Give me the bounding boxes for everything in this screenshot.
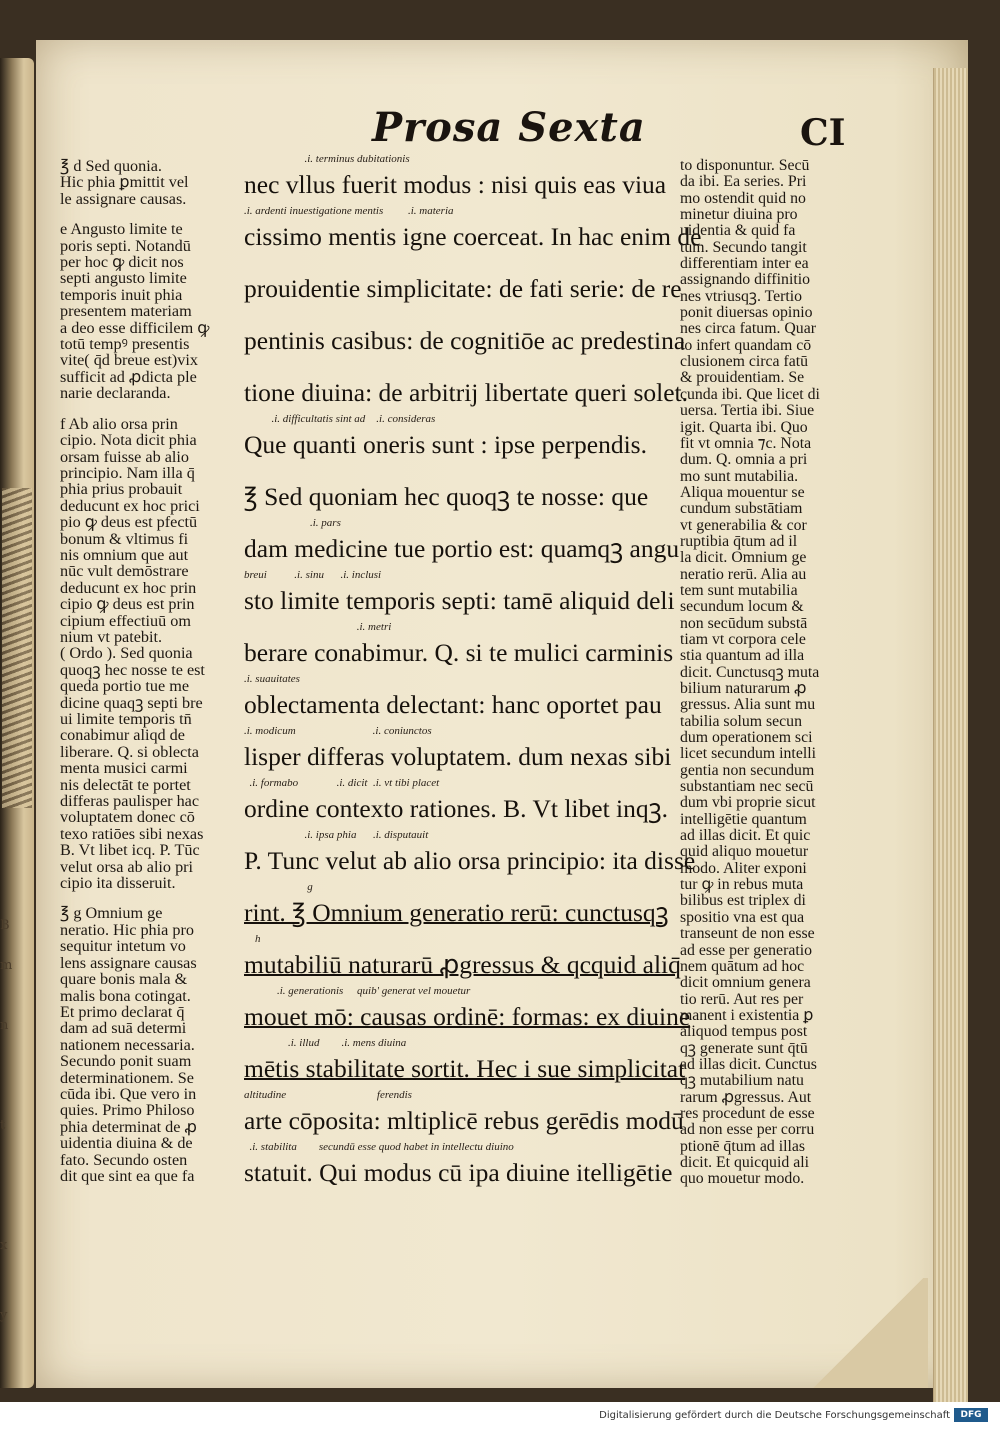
commentary-line: deducunt ex hoc prin bbox=[60, 578, 197, 597]
running-head: Prosa Sexta bbox=[372, 104, 646, 151]
commentary-line: mo sunt mutabilia. bbox=[680, 467, 799, 485]
interlinear-gloss: breui .i. sinu .i. inclusi bbox=[244, 569, 382, 581]
commentary-line: modo. Aliter exponi bbox=[680, 859, 807, 877]
commentary-line: mo ostendit quid no bbox=[680, 189, 806, 207]
previous-page-fragment: y bbox=[0, 1308, 8, 1323]
commentary-line: & prouidentiam. Se bbox=[680, 369, 805, 387]
commentary-line: sequitur intetum vo bbox=[60, 937, 186, 956]
interlinear-gloss: altitudine ferendis bbox=[244, 1089, 412, 1101]
commentary-line: voluptatem donec cō bbox=[60, 808, 195, 827]
commentary-line: narie declaranda. bbox=[60, 384, 171, 403]
commentary-line: Aliqua mouentur se bbox=[680, 483, 805, 501]
main-text-line: nec vllus fuerit modus : nisi quis eas viua bbox=[244, 170, 667, 199]
commentary-line: deducunt ex hoc prici bbox=[60, 496, 200, 515]
interlinear-gloss: .i. modicum .i. coniunctos bbox=[244, 725, 432, 737]
commentary-line: poris septi. Notandū bbox=[60, 236, 191, 255]
commentary-line: septi angusto limite bbox=[60, 269, 187, 288]
interlinear-gloss: .i. generationis quib' generat vel mouetur bbox=[244, 985, 471, 997]
footer-bar bbox=[0, 1402, 1000, 1430]
commentary-line: gressus. Alia sunt mu bbox=[680, 696, 816, 714]
commentary-line: igit. Quarta ibi. Quo bbox=[680, 418, 808, 436]
commentary-line: f Ab alio orsa prin bbox=[60, 414, 178, 433]
commentary-line: ad illas dicit. Et quic bbox=[680, 827, 811, 845]
previous-page-fragment: m bbox=[0, 958, 13, 973]
commentary-line: totū tempꝰ presentis bbox=[60, 335, 190, 354]
commentary-line: sufficit ad ꝓdicta ple bbox=[60, 367, 197, 386]
interlinear-gloss: .i. ardenti inuestigatione mentis .i. materia bbox=[244, 205, 454, 217]
main-text-line: mutabiliū naturarū ꝓgressus & qcquid aliq̄ bbox=[244, 950, 681, 979]
commentary-line: neratio. Hic phia pro bbox=[60, 920, 194, 939]
commentary-line: pio ꝙ deus est pfectū bbox=[60, 513, 198, 532]
main-text-line: ordine contexto rationes. B. Vt libet inqꝫ. bbox=[244, 794, 669, 823]
interlinear-gloss: .i. suauitates bbox=[244, 673, 300, 685]
commentary-line: malis bona cotingat. bbox=[60, 986, 191, 1005]
previous-page-edge bbox=[0, 58, 34, 1388]
commentary-line: e Angusto limite te bbox=[60, 220, 183, 239]
left-commentary-column bbox=[60, 158, 246, 1184]
commentary-line: nes vtriusqꝫ. Tertio bbox=[680, 287, 803, 305]
commentary-line: ℥ d Sed quonia. bbox=[60, 157, 162, 175]
commentary-line: dicit omnium genera bbox=[680, 974, 811, 992]
commentary-line: assignando diffinitio bbox=[680, 271, 811, 289]
commentary-line: fit vt omnia ⁊c. Nota bbox=[680, 434, 812, 452]
commentary-line: principio. Nam illa q̄ bbox=[60, 463, 195, 482]
commentary-line: uidentia & quid fa bbox=[680, 222, 796, 240]
interlinear-gloss: g bbox=[244, 881, 313, 893]
commentary-line: conabimur aliqd de bbox=[60, 726, 185, 745]
previous-page-fragment: n bbox=[0, 1018, 9, 1033]
commentary-line: phia determinat de ꝓ bbox=[60, 1117, 198, 1136]
commentary-line: quies. Primo Philoso bbox=[60, 1101, 195, 1120]
commentary-line: liberare. Q. si oblecta bbox=[60, 742, 199, 761]
commentary-line: la dicit. Omnium ge bbox=[680, 549, 807, 567]
commentary-line: Et primo declarat q̄ bbox=[60, 1002, 185, 1021]
commentary-line: qꝫ generate sunt q̄tū bbox=[680, 1039, 808, 1057]
interlinear-gloss: .i. formabo .i. dicit .i. vt tibi placet bbox=[244, 777, 440, 789]
interlinear-gloss bbox=[244, 460, 664, 482]
commentary-line: cūda ibi. Que vero in bbox=[60, 1084, 197, 1103]
interlinear-gloss: .i. ipsa phia .i. disputauit bbox=[244, 829, 429, 841]
commentary-line: fato. Secundo osten bbox=[60, 1150, 188, 1169]
dfg-logo: DFG bbox=[954, 1408, 988, 1422]
main-text-line: sto limite temporis septi: tamē aliquid deli bbox=[244, 586, 675, 615]
interlinear-gloss: .i. stabilita secundū esse quod habet in intellectu diuino bbox=[244, 1141, 514, 1153]
commentary-line: substantiam nec secū bbox=[680, 778, 814, 796]
previous-page-fragment: B bbox=[0, 918, 10, 933]
interlinear-gloss: h bbox=[244, 933, 261, 945]
main-text-line: Que quanti oneris sunt : ipse perpendis. bbox=[244, 430, 647, 459]
main-text-line: berare conabimur. Q. si te mulici carminis bbox=[244, 638, 674, 667]
commentary-line: to infert quandam cō bbox=[680, 336, 812, 354]
commentary-line: tum. Secundo tangit bbox=[680, 238, 807, 256]
commentary-line: ponit diuersas opinio bbox=[680, 304, 813, 322]
main-text-block bbox=[244, 148, 702, 1188]
commentary-line: tiam vt corpora cele bbox=[680, 630, 806, 648]
main-text-line: mouet mō: causas ordinē: formas: ex diuine bbox=[244, 1002, 691, 1031]
commentary-line: qꝫ mutabilium natu bbox=[680, 1072, 804, 1090]
commentary-line: ui limite temporis tn̄ bbox=[60, 710, 192, 728]
commentary-line: aliquod tempus post bbox=[680, 1023, 808, 1041]
interlinear-gloss: .i. difficultatis sint ad .i. consideras bbox=[244, 413, 436, 425]
main-text-line: pentinis casibus: de cognitiōe ac predestina bbox=[244, 326, 686, 355]
commentary-line: cipium effectiuū om bbox=[60, 611, 191, 630]
commentary-line: transeunt de non esse bbox=[680, 925, 815, 943]
previous-page-woodcut bbox=[2, 488, 32, 808]
commentary-line: quare bonis mala & bbox=[60, 970, 188, 989]
commentary-line: dum operationem sci bbox=[680, 729, 813, 747]
paragraph-gap bbox=[60, 207, 246, 221]
commentary-line: quoqꝫ hec nosse te est bbox=[60, 660, 205, 679]
commentary-line: non secūdum substā bbox=[680, 614, 808, 632]
commentary-line: ad illas dicit. Cunctus bbox=[680, 1055, 817, 1073]
previous-page-fragment: x bbox=[0, 1238, 8, 1253]
book-page bbox=[36, 40, 968, 1388]
previous-page-fragment: t bbox=[0, 1118, 6, 1133]
main-text-line: lisper differas voluptatem. dum nexas sibi bbox=[244, 742, 672, 771]
interlinear-gloss bbox=[244, 304, 664, 326]
commentary-line: menta musici carmi bbox=[60, 759, 188, 778]
paragraph-gap bbox=[60, 402, 246, 416]
commentary-line: clusionem circa fatū bbox=[680, 353, 809, 371]
commentary-line: ad non esse per corru bbox=[680, 1121, 815, 1139]
commentary-line: manent i existentia ꝑ bbox=[680, 1006, 814, 1024]
main-text-line: statuit. Qui modus cū ipa diuine itelligētie bbox=[244, 1158, 673, 1187]
commentary-line: cipio ita disseruit. bbox=[60, 874, 176, 893]
commentary-line: B. Vt libet icq. P. Tūc bbox=[60, 841, 200, 860]
commentary-line: phia prius probauit bbox=[60, 480, 183, 499]
commentary-line: dam ad suā determi bbox=[60, 1019, 187, 1038]
main-text-line: ℥ Sed quoniam hec quoqꝫ te nosse: que bbox=[244, 482, 649, 511]
commentary-line: cunda ibi. Que licet di bbox=[680, 385, 820, 403]
commentary-line: Hic phia ꝑmittit vel bbox=[60, 173, 189, 192]
commentary-line: dicit. Cunctusqꝫ muta bbox=[680, 663, 820, 681]
commentary-line: uidentia diuina & de bbox=[60, 1134, 193, 1153]
commentary-line: nis omnium que aut bbox=[60, 545, 189, 564]
commentary-line: temporis inuit phia bbox=[60, 285, 183, 304]
page-block-edge bbox=[933, 68, 968, 1402]
paragraph-gap bbox=[60, 891, 246, 905]
commentary-line: le assignare causas. bbox=[60, 189, 187, 208]
folio-number: CI bbox=[800, 112, 846, 154]
commentary-line: queda portio tue me bbox=[60, 677, 190, 696]
commentary-line: lens assignare causas bbox=[60, 953, 197, 972]
interlinear-gloss: .i. terminus dubitationis bbox=[244, 153, 410, 165]
commentary-line: nūc vult demōstrare bbox=[60, 562, 189, 581]
commentary-line: bilibus est triplex di bbox=[680, 892, 806, 910]
commentary-line: ( Ordo ). Sed quonia bbox=[60, 644, 193, 663]
commentary-line: ptionē q̄tum ad illas bbox=[680, 1137, 806, 1155]
commentary-line: neratio rerū. Alia au bbox=[680, 565, 807, 583]
commentary-line: presentem materiam bbox=[60, 302, 192, 321]
main-text-line: prouidentie simplicitate: de fati serie: de re bbox=[244, 274, 682, 303]
commentary-line: dicine quaqꝫ septi bre bbox=[60, 693, 203, 712]
main-text-line: arte cōposita: mltiplicē rebus gerēdis modū bbox=[244, 1106, 684, 1135]
commentary-line: dum. Q. omnia a pri bbox=[680, 451, 808, 469]
interlinear-gloss: .i. metri bbox=[244, 621, 392, 633]
funding-credit: Digitalisierung gefördert durch die Deutsche Forschungsgemeinschaft bbox=[599, 1410, 950, 1421]
commentary-line: per hoc ꝙ dicit nos bbox=[60, 253, 184, 272]
commentary-line: tio rerū. Aut res per bbox=[680, 990, 804, 1008]
commentary-line: intelligētie quantum bbox=[680, 810, 807, 828]
interlinear-gloss: .i. illud .i. mens diuina bbox=[244, 1037, 407, 1049]
commentary-line: differas paulisper hac bbox=[60, 792, 200, 811]
commentary-line: determinationem. Se bbox=[60, 1068, 194, 1087]
interlinear-gloss: .i. pars bbox=[244, 517, 341, 529]
commentary-line: tur ꝙ in rebus muta bbox=[680, 876, 804, 894]
commentary-line: bonum & vltimus fi bbox=[60, 529, 189, 548]
interlinear-gloss bbox=[244, 252, 664, 274]
commentary-line: cipio. Nota dicit phia bbox=[60, 431, 197, 450]
commentary-line: bilium naturarum ꝓ bbox=[680, 680, 807, 697]
commentary-line: nium vt patebit. bbox=[60, 627, 163, 646]
commentary-line: stia quantum ad illa bbox=[680, 647, 805, 665]
main-text-line: cissimo mentis igne coerceat. In hac enim de bbox=[244, 222, 702, 251]
commentary-line: differentiam inter ea bbox=[680, 255, 809, 273]
main-text-line: mētis stabilitate sortit. Hec i sue simplicitat bbox=[244, 1054, 686, 1083]
commentary-line: cundum substātiam bbox=[680, 500, 803, 518]
page-corner bbox=[808, 1278, 928, 1388]
commentary-line: orsam fuisse ab alio bbox=[60, 447, 190, 466]
interlinear-gloss bbox=[244, 356, 664, 378]
commentary-line: nis delectāt te portet bbox=[60, 775, 191, 794]
commentary-line: ℥ g Omnium ge bbox=[60, 904, 163, 923]
commentary-line: res procedunt de esse bbox=[680, 1104, 815, 1122]
commentary-line: da ibi. Ea series. Pri bbox=[680, 173, 807, 191]
commentary-line: dit que sint ea que fa bbox=[60, 1166, 195, 1185]
commentary-line: tem sunt mutabilia bbox=[680, 581, 798, 599]
commentary-line: secundum locum & bbox=[680, 598, 804, 616]
commentary-line: to disponuntur. Secū bbox=[680, 157, 810, 174]
commentary-line: dicit. Et quicquid ali bbox=[680, 1153, 809, 1171]
commentary-line: rarum ꝓgressus. Aut bbox=[680, 1088, 812, 1106]
commentary-line: uersa. Tertia ibi. Siue bbox=[680, 402, 815, 420]
commentary-line: nes circa fatum. Quar bbox=[680, 320, 816, 338]
commentary-line: nem quātum ad hoc bbox=[680, 957, 805, 975]
commentary-line: cipio ꝙ deus est prin bbox=[60, 595, 195, 614]
main-text-line: oblectamenta delectant: hanc oportet pau bbox=[244, 690, 662, 719]
commentary-line: Secundo ponit suam bbox=[60, 1052, 192, 1071]
main-text-line: P. Tunc velut ab alio orsa principio: ita disse bbox=[244, 846, 696, 875]
main-text-line: tione diuina: de arbitrij libertate queri solet. bbox=[244, 378, 688, 407]
commentary-line: nationem necessaria. bbox=[60, 1035, 195, 1054]
commentary-line: gentia non secundum bbox=[680, 761, 815, 779]
commentary-line: licet secundum intelli bbox=[680, 745, 816, 763]
commentary-line: a deo esse difficilem ꝙ bbox=[60, 318, 210, 337]
commentary-line: quid aliquo mouetur bbox=[680, 843, 809, 861]
main-text-line: rint. ℥ Omnium generatio rerū: cunctusqꝫ bbox=[244, 898, 669, 927]
right-commentary-column bbox=[680, 158, 850, 1188]
commentary-line: spositio vna est qua bbox=[680, 908, 805, 926]
commentary-line: vite( q̄d breue est)vix bbox=[60, 351, 198, 370]
commentary-line: minetur diuina pro bbox=[680, 206, 798, 224]
main-text-line: dam medicine tue portio est: quamqꝫ angu bbox=[244, 534, 680, 563]
commentary-line: tabilia solum secun bbox=[680, 712, 802, 730]
commentary-line: ad esse per generatio bbox=[680, 941, 813, 959]
commentary-line: dum vbi proprie sicut bbox=[680, 794, 816, 812]
commentary-line: vt generabilia & cor bbox=[680, 516, 807, 534]
commentary-line: texo ratiōes sibi nexas bbox=[60, 824, 204, 843]
commentary-line: ruptibia q̄tum ad il bbox=[680, 532, 798, 550]
commentary-line: quo mouetur modo. bbox=[680, 1170, 805, 1188]
commentary-line: velut orsa ab alio pri bbox=[60, 857, 194, 876]
